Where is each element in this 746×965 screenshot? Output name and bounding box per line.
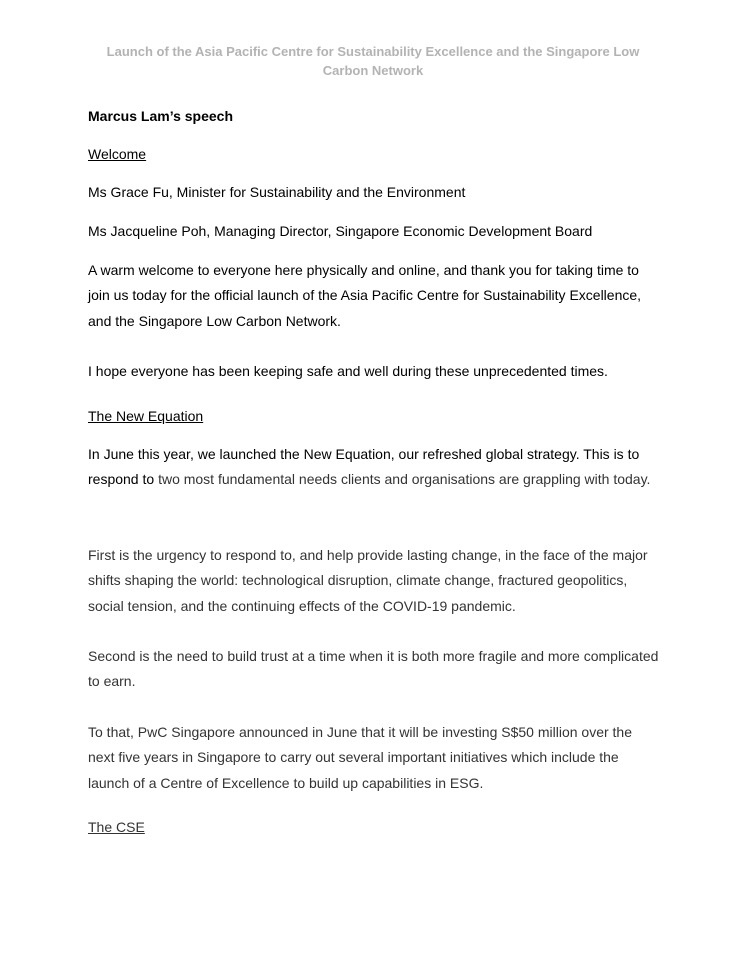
urgency-paragraph: First is the urgency to respond to, and help provide lasting change, in the face of the major shifts shaping the world: technological disruption, climate change, fractured geopolitics, social tension, and the continuing effects of the COVID-19 pandemic. bbox=[88, 547, 648, 614]
new-equation-paragraph-part1: In June this year, we launched the New Equation, our refreshed global strategy. This is to respond to bbox=[88, 446, 640, 488]
document-header: Launch of the Asia Pacific Centre for Sustainability Excellence and the Singapore Low Carbon Network bbox=[106, 44, 640, 78]
new-equation-paragraph-part2: two most fundamental needs clients and organisations are grappling with today. bbox=[158, 471, 651, 488]
salutation-minister: Ms Grace Fu, Minister for Sustainability and the Environment bbox=[88, 184, 466, 200]
section-heading-new-equation: The New Equation bbox=[88, 408, 204, 424]
wellbeing-paragraph: I hope everyone has been keeping safe and well during these unprecedented times. bbox=[88, 363, 608, 379]
welcome-paragraph: A warm welcome to everyone here physically and online, and thank you for taking time to join us today for the official launch of the Asia Pacific Centre for Sustainability Excellence, and the Singapore Low Carbon Network. bbox=[88, 262, 642, 329]
new-equation-paragraph bbox=[88, 442, 660, 493]
salutation-edb: Ms Jacqueline Poh, Managing Director, Singapore Economic Development Board bbox=[88, 223, 593, 239]
section-heading-cse: The CSE bbox=[88, 819, 145, 835]
investment-paragraph: To that, PwC Singapore announced in June that it will be investing S$50 million over the next five years in Singapore to carry out several important initiatives which include the launch of a Centre of Excellence to build up capabilities in ESG. bbox=[88, 724, 632, 791]
section-heading-welcome: Welcome bbox=[88, 146, 147, 162]
trust-paragraph: Second is the need to build trust at a time when it is both more fragile and more complicated to earn. bbox=[88, 648, 659, 690]
speech-title: Marcus Lam’s speech bbox=[88, 108, 233, 124]
